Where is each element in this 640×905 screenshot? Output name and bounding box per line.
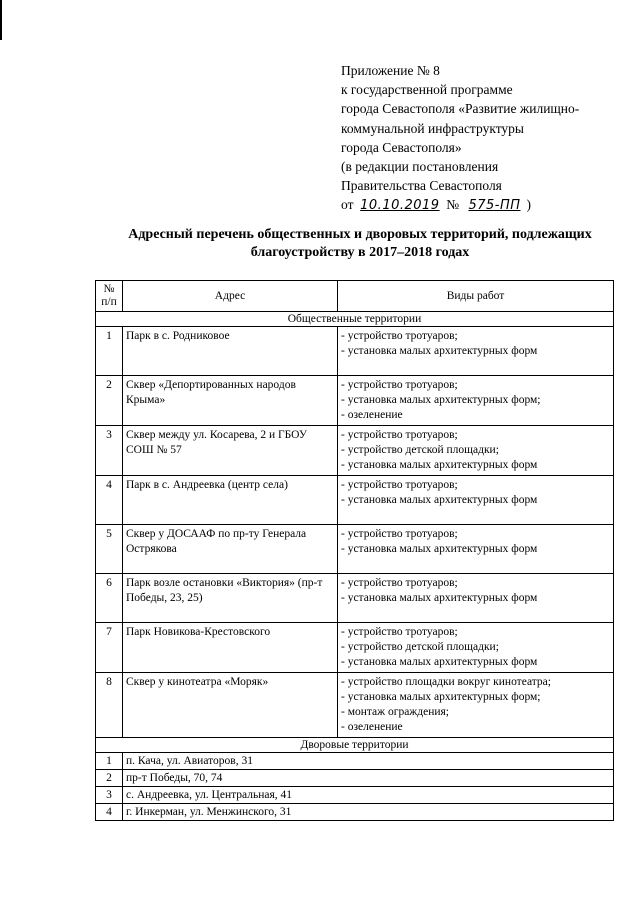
from-label: от	[341, 197, 354, 213]
handwritten-number: 575-ПП	[468, 198, 521, 214]
work-item: - устройство тротуаров;	[341, 330, 458, 342]
table-row	[96, 787, 614, 804]
work-item: - установка малых архитектурных форм	[341, 345, 538, 357]
number-label: №	[446, 197, 460, 213]
table-header-row	[96, 281, 614, 312]
section-public-title: Общественные территории	[96, 312, 614, 327]
table-row	[96, 574, 614, 623]
work-item: - устройство тротуаров;	[341, 379, 458, 391]
table-row	[96, 804, 614, 821]
document-title: Адресный перечень общественных и дворовых территорий, подлежащих благоустройству в 2017–2018 годах	[128, 227, 592, 260]
closing-paren: )	[526, 197, 531, 213]
row-works	[338, 673, 614, 738]
handwritten-date: 10.10.2019	[360, 198, 440, 214]
header-works: Виды работ	[338, 281, 614, 312]
row-number: 4	[96, 476, 123, 525]
work-item: - устройство тротуаров;	[341, 429, 458, 441]
table-row	[96, 476, 614, 525]
work-item: - устройство детской площадки;	[341, 444, 499, 456]
header-num: № п/п	[96, 281, 123, 312]
work-item: - устройство тротуаров;	[341, 528, 458, 540]
row-number: 3	[96, 426, 123, 476]
row-number: 3	[96, 787, 123, 804]
row-number: 5	[96, 525, 123, 574]
table-row	[96, 525, 614, 574]
row-address: Парк в с. Андреевка (центр села)	[123, 476, 338, 525]
row-number: 6	[96, 574, 123, 623]
work-item: - озеленение	[341, 721, 403, 733]
work-item: - монтаж ограждения;	[341, 706, 449, 718]
row-number: 4	[96, 804, 123, 821]
row-number: 2	[96, 770, 123, 787]
territory-table	[95, 280, 614, 821]
appendix-line: города Севастополя»	[341, 139, 462, 155]
row-address: пр-т Победы, 70, 74	[123, 770, 614, 787]
work-item: - установка малых архитектурных форм	[341, 656, 538, 668]
appendix-line: (в редакции постановления	[341, 159, 499, 175]
row-number: 2	[96, 376, 123, 426]
section-yard-row	[96, 738, 614, 753]
row-address: Сквер у ДОСААФ по пр-ту Генерала Острякова	[123, 525, 338, 574]
appendix-line: к государственной программе	[341, 82, 513, 98]
appendix-header	[341, 61, 631, 216]
table-row	[96, 673, 614, 738]
appendix-line: коммунальной инфраструктуры	[341, 120, 524, 136]
work-item: - озеленение	[341, 409, 403, 421]
row-address: Сквер между ул. Косарева, 2 и ГБОУ СОШ № 57	[123, 426, 338, 476]
row-number: 1	[96, 753, 123, 770]
work-item: - установка малых архитектурных форм;	[341, 394, 541, 406]
table-row	[96, 770, 614, 787]
work-item: - устройство тротуаров;	[341, 577, 458, 589]
row-works	[338, 376, 614, 426]
row-works	[338, 426, 614, 476]
scan-edge-mark	[0, 0, 2, 40]
table-row	[96, 376, 614, 426]
appendix-line: города Севастополя «Развитие жилищно-	[341, 101, 580, 117]
appendix-line: Правительства Севастополя	[341, 178, 502, 194]
work-item: - установка малых архитектурных форм	[341, 543, 538, 555]
header-address: Адрес	[123, 281, 338, 312]
table-row	[96, 623, 614, 673]
work-item: - устройство тротуаров;	[341, 626, 458, 638]
row-works	[338, 574, 614, 623]
row-number: 8	[96, 673, 123, 738]
row-address: Сквер у кинотеатра «Моряк»	[123, 673, 338, 738]
row-works	[338, 623, 614, 673]
work-item: - установка малых архитектурных форм	[341, 592, 538, 604]
row-address: с. Андреевка, ул. Центральная, 41	[123, 787, 614, 804]
work-item: - установка малых архитектурных форм;	[341, 691, 541, 703]
table-row	[96, 753, 614, 770]
row-address: Парк в с. Родниковое	[123, 327, 338, 376]
work-item: - устройство детской площадки;	[341, 641, 499, 653]
row-address: Парк Новикова-Крестовского	[123, 623, 338, 673]
work-item: - установка малых архитектурных форм	[341, 459, 538, 471]
row-number: 7	[96, 623, 123, 673]
section-public-row	[96, 312, 614, 327]
work-item: - устройство площадки вокруг кинотеатра;	[341, 676, 551, 688]
work-item: - устройство тротуаров;	[341, 479, 458, 491]
row-works	[338, 327, 614, 376]
table-row	[96, 327, 614, 376]
row-works	[338, 525, 614, 574]
work-item: - установка малых архитектурных форм	[341, 494, 538, 506]
appendix-line: Приложение № 8	[341, 63, 440, 78]
row-number: 1	[96, 327, 123, 376]
row-works	[338, 476, 614, 525]
row-address: Сквер «Депортированных народов Крыма»	[123, 376, 338, 426]
resolution-date-line	[341, 195, 631, 215]
section-yard-title: Дворовые территории	[96, 738, 614, 753]
row-address: Парк возле остановки «Виктория» (пр-т Победы, 23, 25)	[123, 574, 338, 623]
row-address: п. Кача, ул. Авиаторов, 31	[123, 753, 614, 770]
row-address: г. Инкерман, ул. Менжинского, 31	[123, 804, 614, 821]
table-row	[96, 426, 614, 476]
